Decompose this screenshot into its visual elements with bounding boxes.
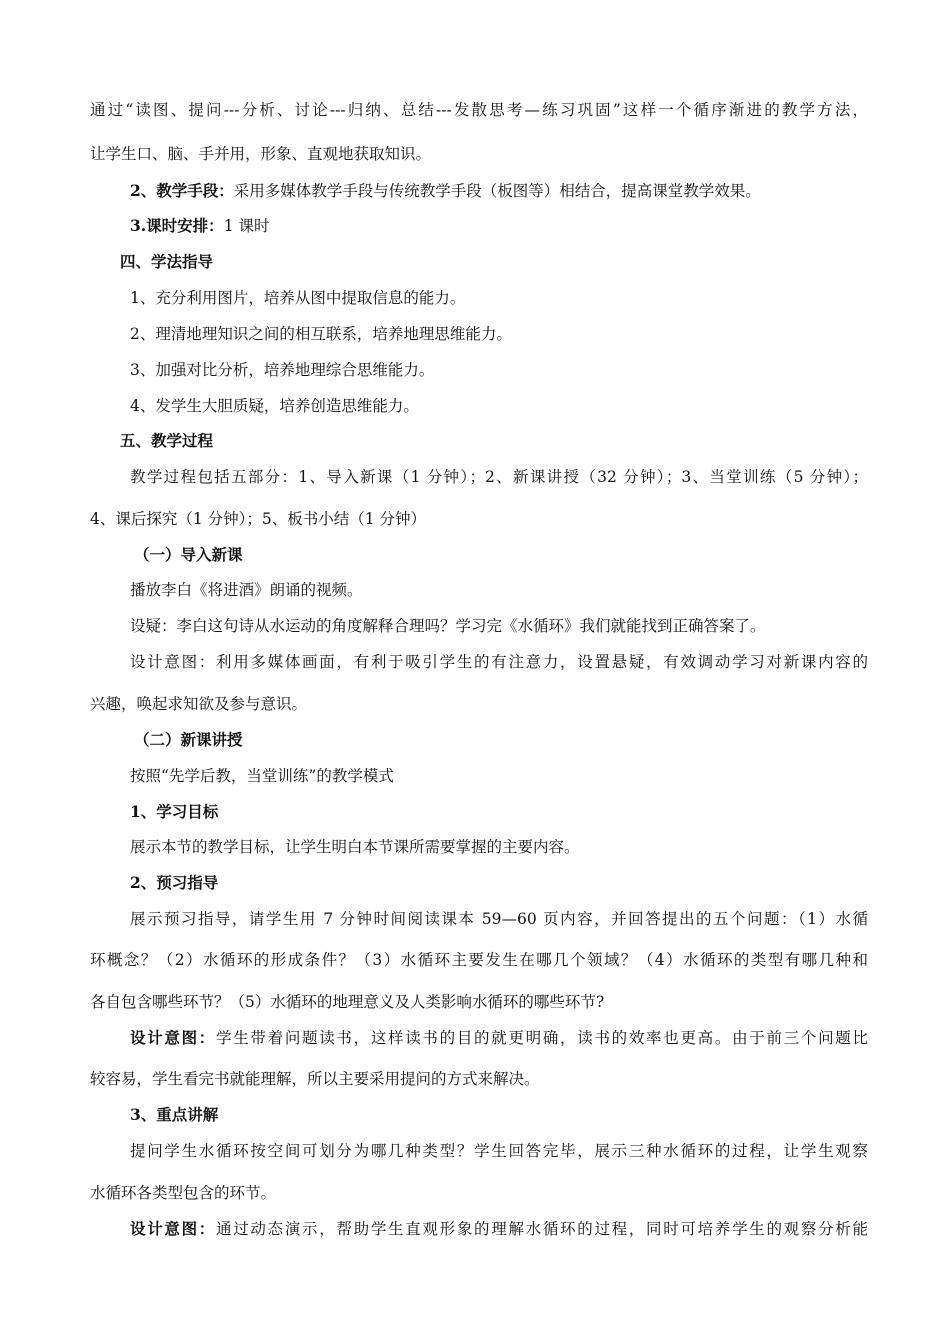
teaching-means-text: 采用多媒体教学手段与传统教学手段（板图等）相结合，提高课堂教学效果。 <box>233 182 761 200</box>
paragraph-line: 提问学生水循环按空间可划分为哪几种类型？学生回答完毕，展示三种水循环的过程，让学生观察 <box>130 1142 868 1160</box>
subsection-heading-2: （二）新课讲授 <box>134 730 243 749</box>
design-intent-text: 通过动态演示，帮助学生直观形象的理解水循环的过程，同时可培养学生的观察分析能 <box>216 1220 868 1238</box>
point-heading-1: 1、学习目标 <box>130 802 219 821</box>
schedule-label: 3.课时安排： <box>130 216 224 235</box>
paragraph-line: 环概念？（2）水循环的形成条件？（3）水循环主要发生在哪几个领域？（4）水循环的类型有哪几种和 <box>90 951 868 969</box>
teaching-means-line <box>130 181 868 201</box>
schedule-text: 1 课时 <box>223 217 270 235</box>
paragraph-line: 设计意图：利用多媒体画面，有利于吸引学生的有注意力，设置悬疑，有效调动学习对新课内容的 <box>130 653 868 671</box>
design-intent-label: 设计意图： <box>130 1028 217 1047</box>
paragraph-line: 设疑：李白这句诗从水运动的角度解释合理吗？学习完《水循环》我们就能找到正确答案了。 <box>130 617 766 635</box>
paragraph-line: 教学过程包括五部分：1、导入新课（1 分钟）；2、新课讲授（32 分钟）；3、当堂训练（5 分钟）； <box>130 468 868 486</box>
paragraph-line: 让学生口、脑、手并用，形象、直观地获取知识。 <box>90 145 432 163</box>
list-item: 2、理清地理知识之间的相互联系，培养地理思维能力。 <box>130 325 512 343</box>
design-intent-line <box>130 1219 868 1239</box>
design-intent-line <box>130 1028 868 1048</box>
point-heading-3: 3、重点讲解 <box>130 1105 219 1124</box>
subsection-heading-1: （一）导入新课 <box>134 545 243 564</box>
list-item: 4、发学生大胆质疑，培养创造思维能力。 <box>130 397 419 415</box>
paragraph-line: 各自包含哪些环节？（5）水循环的地理意义及人类影响水循环的哪些环节? <box>90 993 605 1011</box>
list-item: 1、充分利用图片，培养从图中提取信息的能力。 <box>130 289 466 307</box>
paragraph-line: 播放李白《将进酒》朗诵的视频。 <box>130 581 363 599</box>
schedule-line <box>130 216 868 236</box>
paragraph-line: 通过“读图、提问---分析、讨论---归纳、总结---发散思考—练习巩固”这样一个循序渐进的教学方法， <box>90 101 868 119</box>
paragraph-line: 按照“先学后教，当堂训练”的教学模式 <box>130 767 394 785</box>
section-heading-4: 四、学法指导 <box>120 252 214 271</box>
paragraph-line: 展示预习指导，请学生用 7 分钟时间阅读课本 59—60 页内容，并回答提出的五个问题：（1）水循 <box>130 910 868 928</box>
paragraph-line: 4、课后探究（1 分钟）；5、板书小结（1 分钟） <box>90 510 427 528</box>
paragraph-line: 水循环各类型包含的环节。 <box>90 1184 277 1202</box>
paragraph-line: 较容易，学生看完书就能理解，所以主要采用提问的方式来解决。 <box>90 1070 540 1088</box>
paragraph-line: 兴趣，唤起求知欲及参与意识。 <box>90 695 308 713</box>
design-intent-label: 设计意图： <box>130 1219 217 1238</box>
design-intent-text: 学生带着问题读书，这样读书的目的就更明确，读书的效率也更高。由于前三个问题比 <box>216 1029 868 1047</box>
point-heading-2: 2、预习指导 <box>130 873 219 892</box>
section-heading-5: 五、教学过程 <box>120 431 214 450</box>
paragraph-line: 展示本节的教学目标，让学生明白本节课所需要掌握的主要内容。 <box>130 838 580 856</box>
teaching-means-label: 2、教学手段： <box>130 181 234 200</box>
list-item: 3、加强对比分析，培养地理综合思维能力。 <box>130 361 435 379</box>
